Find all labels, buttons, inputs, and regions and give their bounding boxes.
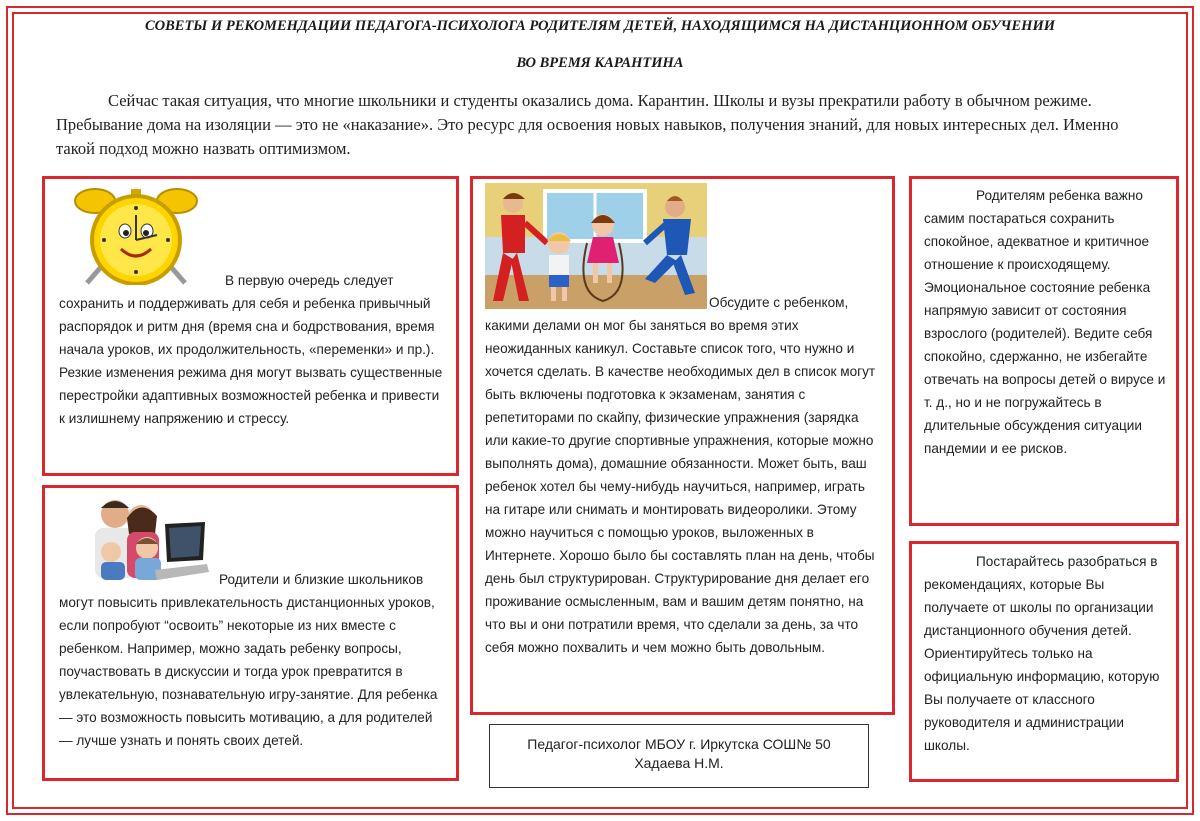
family-laptop-icon (71, 494, 209, 584)
alarm-clock-icon (65, 185, 215, 285)
intro-paragraph: Сейчас такая ситуация, что многие школьники и студенты оказались дома. Карантин. Школы и вузы прекратили работу в обычном режиме. Пребывание дома на изоляции — это не «наказание». Это ресурс для освоения новых навыков, получения знаний, для новых интересных дел. Именно такой подход можно назвать оптимизмом. (56, 91, 1119, 158)
page-subtitle: ВО ВРЕМЯ КАРАНТИНА (516, 55, 684, 71)
routine-text: В первую очередь следует сохранить и поддерживать для себя и ребенка привычный распорядок и ритм дня (время сна и бодрствования, время начала уроков, их продолжительность, «переменки» и пр.). Резкие изменения режима дня могут вызвать существенные перестройки адаптивных возможностей ребенка и привести к излишнему напряжению и стрессу. (59, 273, 443, 426)
author-credit (489, 724, 869, 788)
family-exercise-icon (485, 183, 707, 309)
author-name: Хадаева Н.М. (634, 755, 724, 771)
calm-text: Родителям ребенка важно самим постараться сохранить спокойное, адекватное и критичное отношение к происходящему. Эмоциональное состояние ребенка напрямую зависит от состояния взрослого (родителей). Ведите себя спокойно, сдержанно, не избегайте отвечать на вопросы детей о вирусе и т. д., но и не погружайтесь в длительные обсуждения ситуации пандемии и ее рисков. (924, 188, 1166, 456)
activities-box (470, 176, 895, 715)
calm-box (909, 176, 1179, 526)
lessons-text: Родители и близкие школьников могут повысить привлекательность дистанционных уроков, если попробуют “освоить” некоторые из них вместе с ребенком. Например, можно задать ребенку вопросы, поучаствовать в дискуссии и тогда урок превратится в увлекательную, познавательную игру-занятие. Для ребенка — это возможность повысить мотивацию, а для родителей — лучше узнать и понять своих детей. (59, 572, 438, 748)
official-text: Постарайтесь разобраться в рекомендациях, которые Вы получаете от школы по организации дистанционного обучения детей. Ориентируйтесь только на официальную информацию, которую Вы получаете от классного руководителя и администрации школы. (924, 554, 1160, 753)
routine-box (42, 176, 459, 476)
page-title: СОВЕТЫ И РЕКОМЕНДАЦИИ ПЕДАГОГА-ПСИХОЛОГА РОДИТЕЛЯМ ДЕТЕЙ, НАХОДЯЩИМСЯ НА ДИСТАНЦИОННОМ ОБУЧЕНИИ (144, 18, 1056, 34)
activities-text: Обсудите с ребенком, какими делами он мог бы заняться во время этих неожиданных каникул. Составьте список того, что нужно и хочется сделать. В качестве необходимых дел в список могут быть включены подготовка к экзаменам, занятия с репетиторами по скайпу, физические упражнения (зарядка или какие-то другие спортивные упражнения, которые можно выполнять дома), домашние обязанности. Может быть, ваш ребенок хотел бы чему-нибудь научиться, например, играть на гитаре или снимать и монтировать видеоролики. Этому можно научиться с помощью уроков, выложенных в Интернете. Хорошо было бы составлять план на день, чтобы день был структурирован. Структурирование дня делает его проживание осмысленным, вам и вашим детям понятно, на что вы и они потратили время, что сделали за день, за что себя можно похвалить и чем можно быть довольным. (485, 295, 876, 655)
author-position: Педагог-психолог МБОУ г. Иркутска СОШ№ 50 (527, 736, 831, 752)
official-box (909, 541, 1179, 782)
lessons-box (42, 485, 459, 781)
